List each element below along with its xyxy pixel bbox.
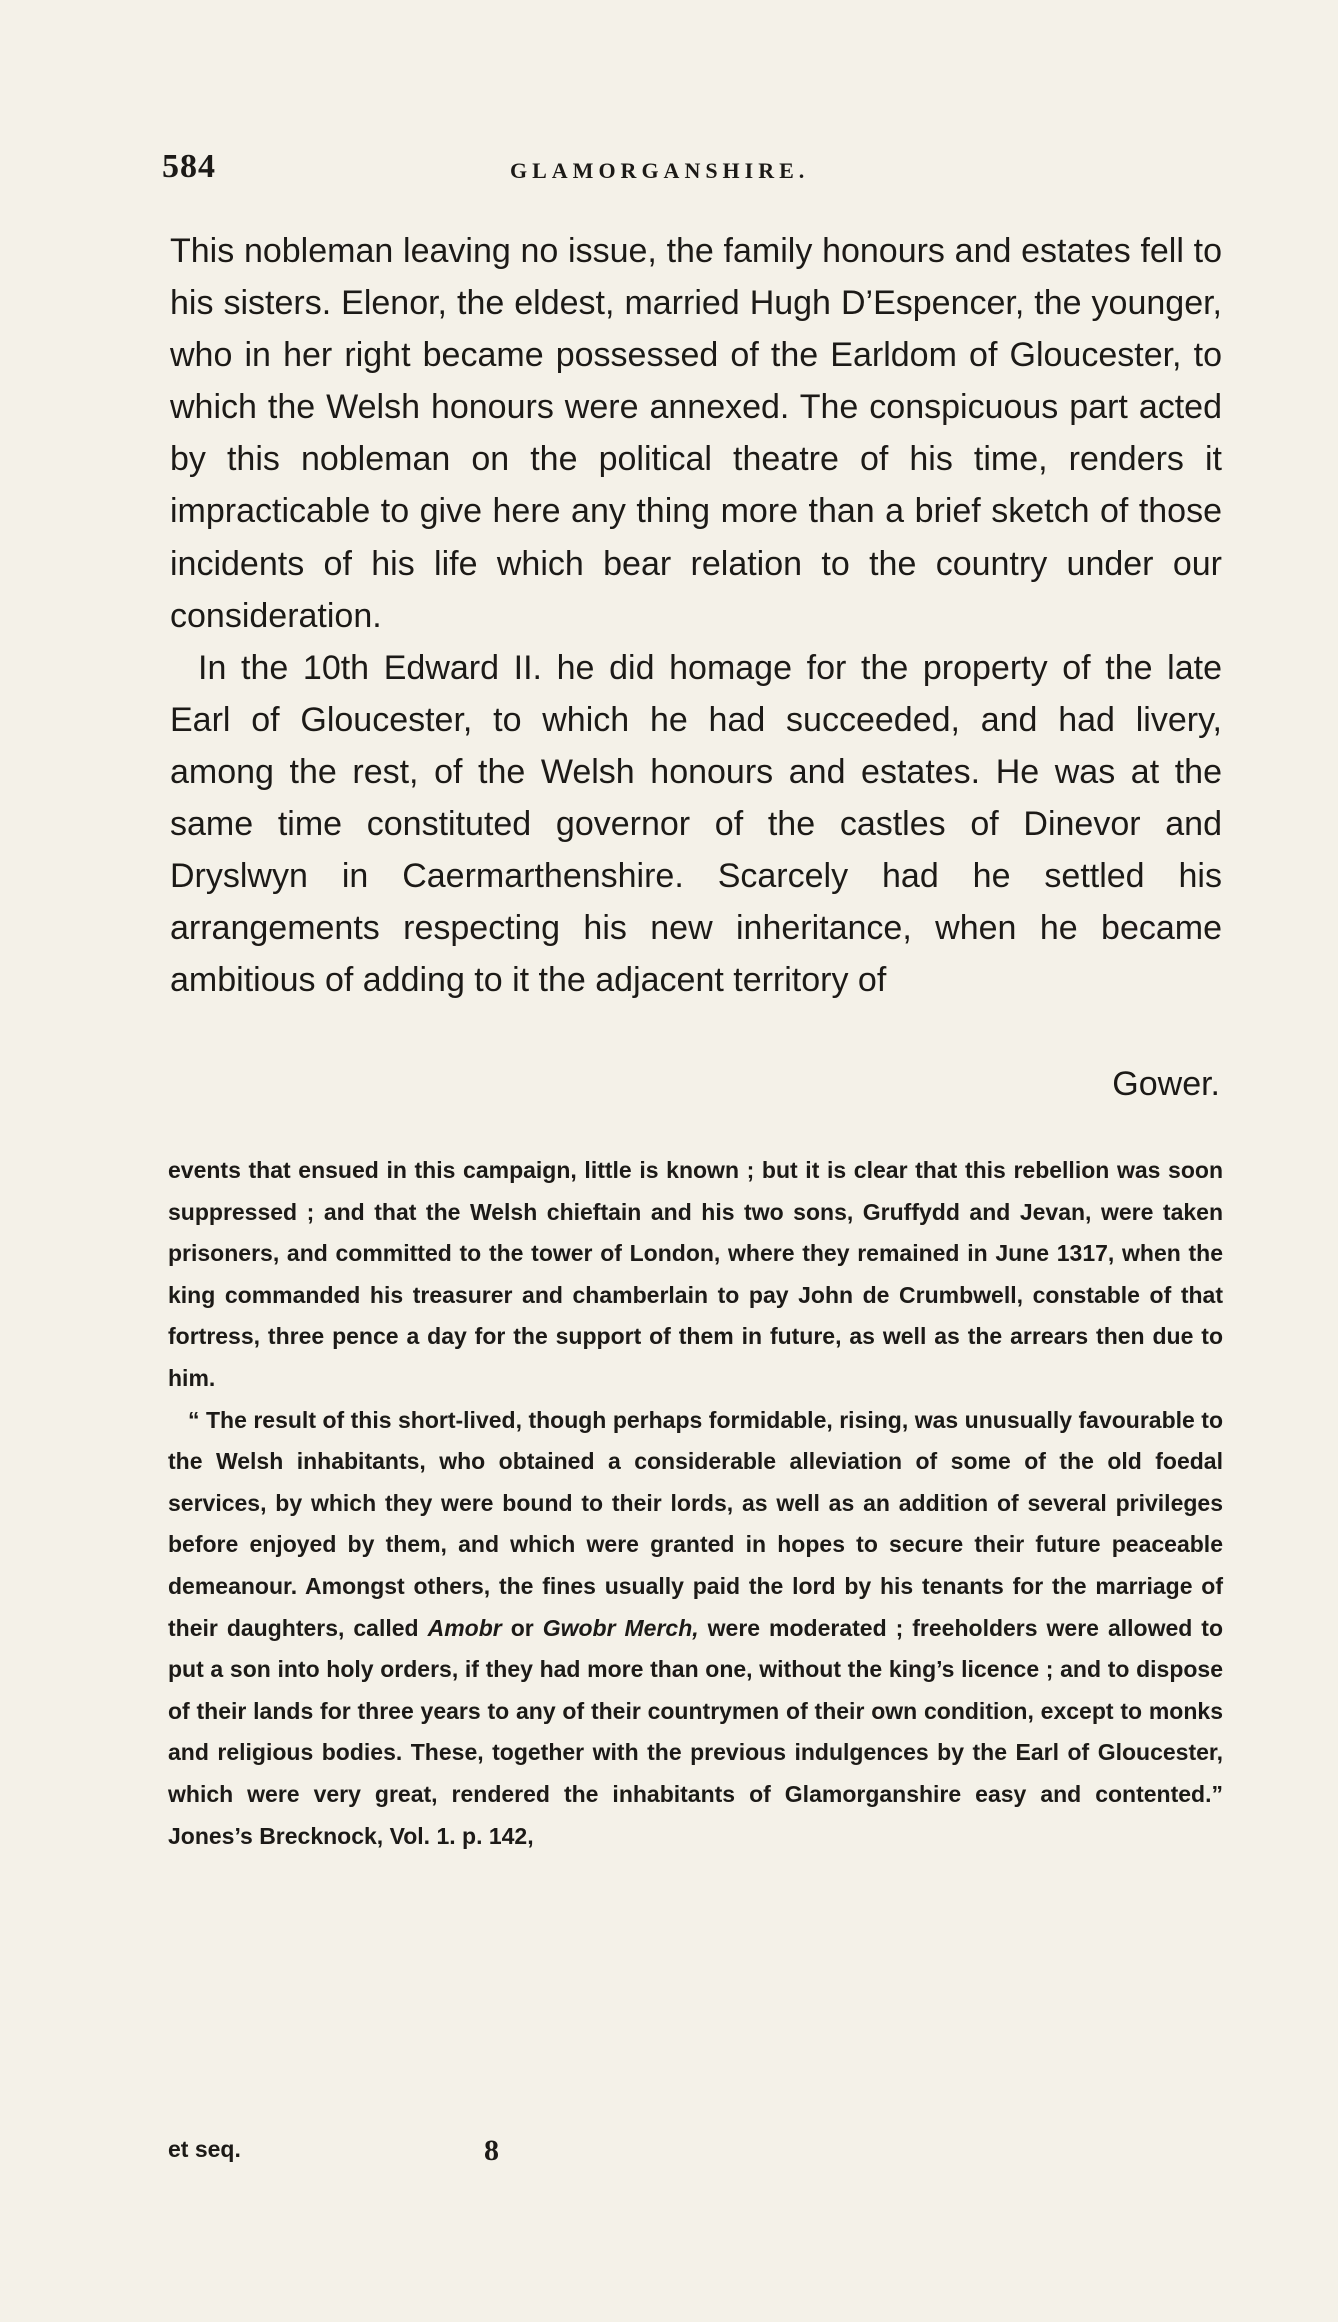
- footnote-last-line: [168, 2136, 1223, 2180]
- footnote: [168, 1150, 1223, 1857]
- footnote-text-end: were moderated ; freeholders were allowed to put a son into holy orders, if they had more than one, without the king’s licence ; and to dispose of their lands for three years to any of their countrymen of their own condition, except to monks and religious bodies. These, together with the previous indulgences by the Earl of Gloucester, which were very great, rendered the inhabitants of Glamorganshire easy and contented.” Jones’s Brecknock, Vol. 1. p. 142,: [168, 1614, 1223, 1849]
- footnote-text-or: or: [501, 1614, 543, 1641]
- footnote-paragraph-1: events that ensued in this campaign, little is known ; but it is clear that this rebellion was soon suppressed ; and that the Welsh chieftain and his two sons, Gruffydd and Jevan, were taken prisoners, and committed to the tower of London, where they remained in June 1317, when the king commanded his treasurer and chamberlain to pay John de Crumbwell, constable of that fortress, three pence a day for the support of them in future, as well as the arrears then due to him.: [168, 1157, 1223, 1391]
- page-header: [160, 148, 1240, 198]
- welsh-term-gwobr-merch: Gwobr Merch,: [542, 1614, 699, 1641]
- running-head: GLAMORGANSHIRE.: [510, 158, 810, 183]
- page-number: 584: [162, 148, 216, 185]
- footnote-et-seq: et seq.: [168, 2136, 241, 2162]
- main-paragraph-1: This nobleman leaving no issue, the family honours and estates fell to his sisters. Elenor, the eldest, married Hugh D’Espencer, the younger, who in her right became possessed of the Earldom of Gloucester, to which the Welsh honours were annexed. The conspicuous part acted by this nobleman on the political theatre of his time, renders it impracticable to give here any thing more than a brief sketch of those incidents of his life which bear relation to the country under our consideration.: [170, 232, 1222, 635]
- catchword: Gower.: [1112, 1065, 1220, 1103]
- footnote-text-start: “ The result of this short-lived, though perhaps formidable, rising, was unusually favourable to the Welsh inhabitants, who obtained a considerable alleviation of some of the old foedal services, by which they were bound to their lords, as well as an addition of several privileges before enjoyed by them, and which were granted in hopes to secure their future peaceable demeanour. Amongst others, the fines usually paid the lord by his tenants for the marriage of their daughters, called: [168, 1406, 1223, 1641]
- main-text: [170, 225, 1222, 1006]
- main-paragraph-2: In the 10th Edward II. he did homage for the property of the late Earl of Gloucester, to which he had succeeded, and had livery, among the rest, of the Welsh honours and estates. He was at the same time constituted governor of the castles of Dinevor and Dryslwyn in Caermarthenshire. Scarcely had he settled his arrangements respecting his new inheritance, when he became ambitious of adding to it the adjacent territory of: [170, 648, 1222, 1000]
- signature-mark: 8: [484, 2134, 499, 2167]
- footnote-paragraph-2: [168, 1400, 1223, 1858]
- welsh-term-amobr: Amobr: [427, 1614, 502, 1641]
